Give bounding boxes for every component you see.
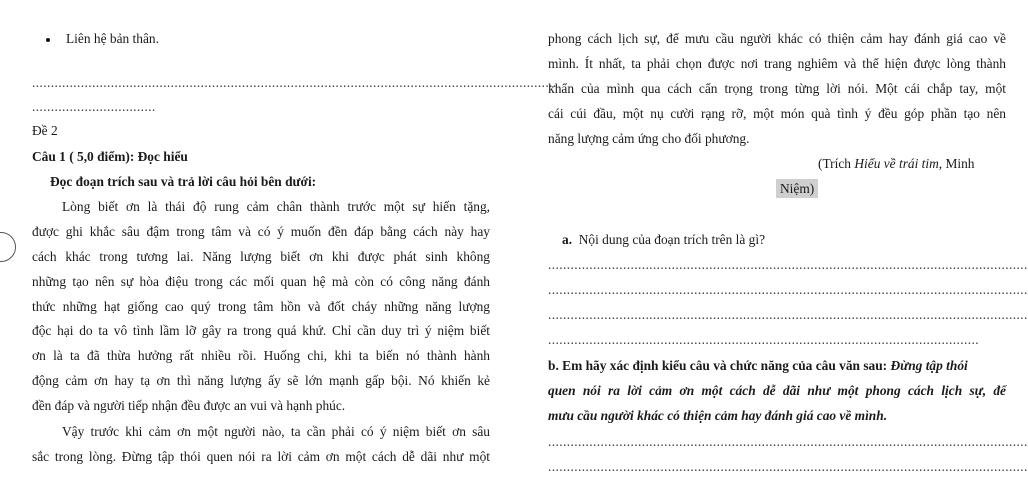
right-page (512, 0, 1028, 498)
question-a: a. Nội dung của đoạn trích trên là gì? (562, 232, 766, 247)
question-b-quote: quen nói ra lời cảm ơn một cách dễ dãi như một phong cách lịch sự, để (548, 383, 1006, 398)
exam-number: Đề 2 (32, 123, 58, 138)
question-b: b. Em hãy xác định kiểu câu và chức năng của câu văn sau: Đừng tập thói (548, 358, 968, 373)
passage-line: ơn là ta đã thừa hưởng rất nhiều rồi. Huống chi, khi ta biến nó thành hành (32, 348, 490, 363)
answer-line: ................................................................................................................................ (548, 434, 1028, 449)
passage-line: Lòng biết ơn là thái độ rung cảm chân thành trước một sự hiến tặng, (62, 199, 490, 214)
answer-line: ................................................................................................................................ (548, 257, 1028, 272)
passage-line: mình. Ít nhất, ta phải chọn được nơi trang nghiêm và thể hiện được lòng thành (548, 56, 1006, 71)
answer-line: ................................................................................................................................ (548, 282, 1028, 297)
passage-line: thức những hạt giống cao quý trong tâm hồn và đốt cháy những năng lượng (32, 299, 490, 314)
passage-line: đền đáp và người tiếp nhận đều được an vui và hạnh phúc. (32, 398, 346, 413)
passage-line: Vậy trước khi cảm ơn một người nào, ta cần phải có ý niệm biết ơn sâu (62, 424, 490, 439)
citation-title: Hiểu về trái tim, (854, 156, 943, 171)
question-heading: Câu 1 ( 5,0 điểm): Đọc hiểu (32, 149, 188, 164)
citation: (Trích Hiểu về trái tim, Minh (818, 156, 975, 171)
question-b-quote: mưu cầu người khác có thiện cảm hay đánh giá cao về mình. (548, 408, 888, 423)
passage-line: độc hại do ta vô tình lầm lỡ gây ra trong quá khứ. Chỉ cần duy trì ý niệm biết (32, 323, 490, 338)
passage-line: năng lượng cảm ứng cho đối phương. (548, 131, 750, 146)
passage-line: khẩn của mình qua cách cẩn trọng trong từng lời nói. Một cái chắp tay, một (548, 81, 1006, 96)
answer-line: ................................................................................................................................ (548, 307, 1028, 322)
passage-line: sắc trong lòng. Đừng tập thói quen nói ra lời cảm ơn một cách dễ dãi như một (32, 449, 490, 464)
answer-line: ................................................................................................................... (548, 332, 979, 347)
citation-author: Niệm) (776, 180, 818, 198)
answer-line: ................................. (32, 99, 156, 114)
answer-line: ............................................................................................................................................ (32, 75, 557, 90)
passage-line: phong cách lịch sự, để mưu cầu người khác có thiện cảm hay đánh giá cao về (548, 31, 1006, 46)
passage-line: được ghi khắc sâu đậm trong tâm và có ý muốn đền đáp bằng cách này hay (32, 224, 490, 239)
bullet-icon (46, 38, 50, 42)
passage-line: cách khác trong tương lai. Năng lượng biết ơn khi được phát sinh không (32, 249, 490, 264)
bullet-item: Liên hệ bản thân. (46, 30, 159, 48)
passage-line: động cảm ơn hay tạ ơn thì năng lượng ấy sẽ lớn mạnh gấp bội. Nó khiến kẻ (32, 373, 490, 388)
answer-line: ................................................................................................................................ (548, 459, 1028, 474)
page-edge-marker (0, 232, 16, 262)
instruction: Đọc đoạn trích sau và trả lời câu hỏi bên dưới: (50, 174, 317, 189)
passage-line: cái cúi đầu, một nụ cười rạng rỡ, một món quà tình ý đều góp phần tạo nên (548, 106, 1006, 121)
passage-line: những tạo nên sự hòa điệu trong các mối quan hệ mà còn có công năng đánh (32, 274, 490, 289)
